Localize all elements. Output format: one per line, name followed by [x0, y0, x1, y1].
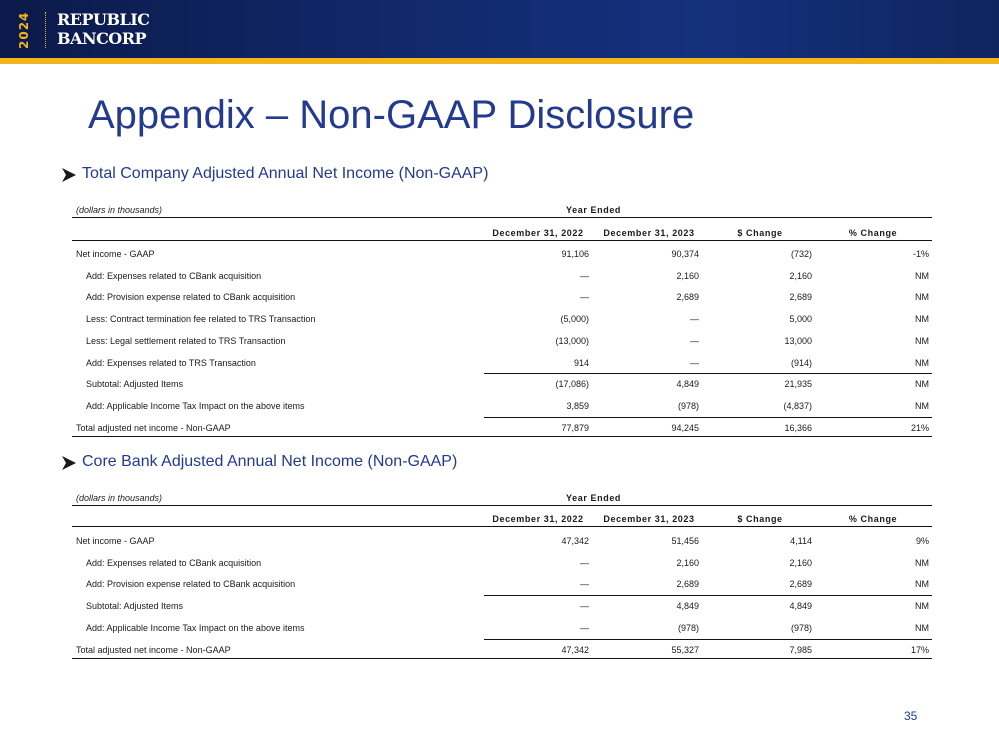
- row-label: Net income - GAAP: [76, 536, 155, 546]
- section-heading-text: Core Bank Adjusted Annual Net Income (Non-GAAP): [82, 453, 458, 470]
- table-cell: 51,456: [671, 536, 699, 546]
- column-header: December 31, 2023: [603, 228, 695, 238]
- column-header: December 31, 2022: [492, 228, 584, 238]
- row-label: Add: Applicable Income Tax Impact on the above items: [86, 400, 305, 411]
- table-cell: 3,859: [566, 400, 589, 411]
- table-cell: 90,374: [671, 249, 699, 259]
- table-cell: 2,160: [789, 270, 812, 281]
- table-cell: 77,879: [561, 422, 589, 433]
- section-heading-core-bank: [60, 453, 457, 471]
- row-label: Add: Expenses related to CBank acquisition: [86, 270, 262, 281]
- section-heading-text: Total Company Adjusted Annual Net Income (Non-GAAP): [82, 165, 489, 182]
- table-cell: NM: [915, 292, 929, 303]
- rule-below-total: [484, 436, 932, 437]
- logo-divider: [45, 12, 46, 48]
- table-cell: NM: [915, 400, 929, 411]
- table-cell: (978): [677, 622, 699, 633]
- table-cell: —: [580, 579, 589, 590]
- table-cell: 2,689: [676, 579, 699, 590]
- row-label: Less: Legal settlement related to TRS Transaction: [86, 335, 286, 346]
- table-cell: 4,849: [789, 601, 812, 612]
- row-label: Net income - GAAP: [76, 249, 155, 259]
- table-cell: —: [580, 292, 589, 303]
- table-cell: -1%: [912, 249, 929, 259]
- logo-line1: REPUBLIC: [57, 10, 150, 29]
- table-cell: 17%: [910, 644, 929, 655]
- table-cell: NM: [915, 579, 929, 590]
- header-banner: [0, 0, 999, 58]
- table-cell: 91,106: [561, 249, 589, 259]
- table-cell: 21,935: [784, 379, 812, 390]
- table-cell: (4,837): [783, 400, 812, 411]
- table-top-rule: [72, 505, 932, 506]
- table-cell: 914: [573, 357, 589, 368]
- column-header: $ Change: [737, 228, 783, 238]
- table-cell: NM: [915, 379, 929, 390]
- table-cell: NM: [915, 622, 929, 633]
- table-cell: —: [580, 270, 589, 281]
- table-top-rule: [72, 217, 932, 218]
- table-cell: NM: [915, 357, 929, 368]
- table-cell: —: [580, 622, 589, 633]
- rule-above-row: [484, 639, 932, 640]
- header-rule: [72, 526, 932, 527]
- row-label: Less: Contract termination fee related to TRS Transaction: [86, 314, 316, 325]
- table-cell: (978): [677, 400, 699, 411]
- row-label: Subtotal: Adjusted Items: [86, 601, 184, 612]
- table-cell: (17,086): [555, 379, 589, 390]
- section-heading-total-company: [60, 165, 488, 183]
- row-label: Add: Expenses related to CBank acquisition: [86, 557, 262, 568]
- table-cell: —: [580, 557, 589, 568]
- table-cell: 2,689: [789, 292, 812, 303]
- row-label: Total adjusted net income - Non-GAAP: [76, 644, 231, 655]
- arrow-bullet-icon: [60, 453, 78, 471]
- rule-below-total-left: [72, 658, 484, 659]
- table-cell: 7,985: [789, 644, 812, 655]
- table-cell: NM: [915, 270, 929, 281]
- table-cell: 2,160: [676, 557, 699, 568]
- table-cell: 5,000: [789, 314, 812, 325]
- row-label: Add: Applicable Income Tax Impact on the above items: [86, 622, 305, 633]
- row-label: Add: Provision expense related to CBank acquisition: [86, 292, 296, 303]
- table-cell: NM: [915, 601, 929, 612]
- table-cell: 9%: [915, 536, 929, 546]
- header-gold-stripe: [0, 58, 999, 64]
- table-cell: NM: [915, 557, 929, 568]
- table-cell: 94,245: [671, 422, 699, 433]
- year-ended-header: Year Ended: [566, 205, 622, 215]
- column-header: December 31, 2022: [492, 514, 584, 524]
- table-cell: (13,000): [555, 335, 589, 346]
- table-cell: —: [690, 335, 699, 346]
- table-cell: NM: [915, 314, 929, 325]
- column-header: % Change: [848, 514, 898, 524]
- table-cell: 2,160: [789, 557, 812, 568]
- rule-below-total: [484, 658, 932, 659]
- table-cell: 47,342: [561, 644, 589, 655]
- logo-year: 2024: [17, 11, 31, 49]
- units-note: (dollars in thousands): [76, 205, 163, 215]
- year-ended-header: Year Ended: [566, 493, 622, 503]
- rule-below-total-left: [72, 436, 484, 437]
- table-cell: 47,342: [561, 536, 589, 546]
- page-number: 35: [904, 709, 918, 723]
- table-cell: —: [690, 314, 699, 325]
- table-cell: (914): [790, 357, 812, 368]
- row-label: Add: Provision expense related to CBank acquisition: [86, 579, 296, 590]
- row-label: Add: Expenses related to TRS Transaction: [86, 357, 256, 368]
- rule-above-row: [484, 595, 932, 596]
- column-header: December 31, 2023: [603, 514, 695, 524]
- arrow-bullet-icon: [60, 165, 78, 183]
- table-cell: (5,000): [560, 314, 589, 325]
- logo-line2: BANCORP: [57, 29, 147, 48]
- table-cell: 2,689: [789, 579, 812, 590]
- column-header: $ Change: [737, 514, 783, 524]
- table-cell: 55,327: [671, 644, 699, 655]
- header-rule: [72, 240, 932, 241]
- column-header: % Change: [848, 228, 898, 238]
- row-label: Total adjusted net income - Non-GAAP: [76, 422, 231, 433]
- table-cell: 2,689: [676, 292, 699, 303]
- row-label: Subtotal: Adjusted Items: [86, 379, 184, 390]
- table-cell: 2,160: [676, 270, 699, 281]
- company-logo: [57, 10, 149, 48]
- table-cell: (978): [790, 622, 812, 633]
- table-cell: 4,849: [676, 379, 699, 390]
- table-cell: NM: [915, 335, 929, 346]
- table-cell: (732): [790, 249, 812, 259]
- units-note: (dollars in thousands): [76, 493, 163, 503]
- page-title: Appendix – Non-GAAP Disclosure: [88, 93, 695, 137]
- table-cell: 16,366: [784, 422, 812, 433]
- table-cell: —: [580, 601, 589, 612]
- rule-above-row: [484, 417, 932, 418]
- table-cell: 13,000: [784, 335, 812, 346]
- table-cell: 4,849: [676, 601, 699, 612]
- rule-above-row: [484, 373, 932, 374]
- table-cell: —: [690, 357, 699, 368]
- table-cell: 4,114: [790, 536, 812, 546]
- table-cell: 21%: [910, 422, 929, 433]
